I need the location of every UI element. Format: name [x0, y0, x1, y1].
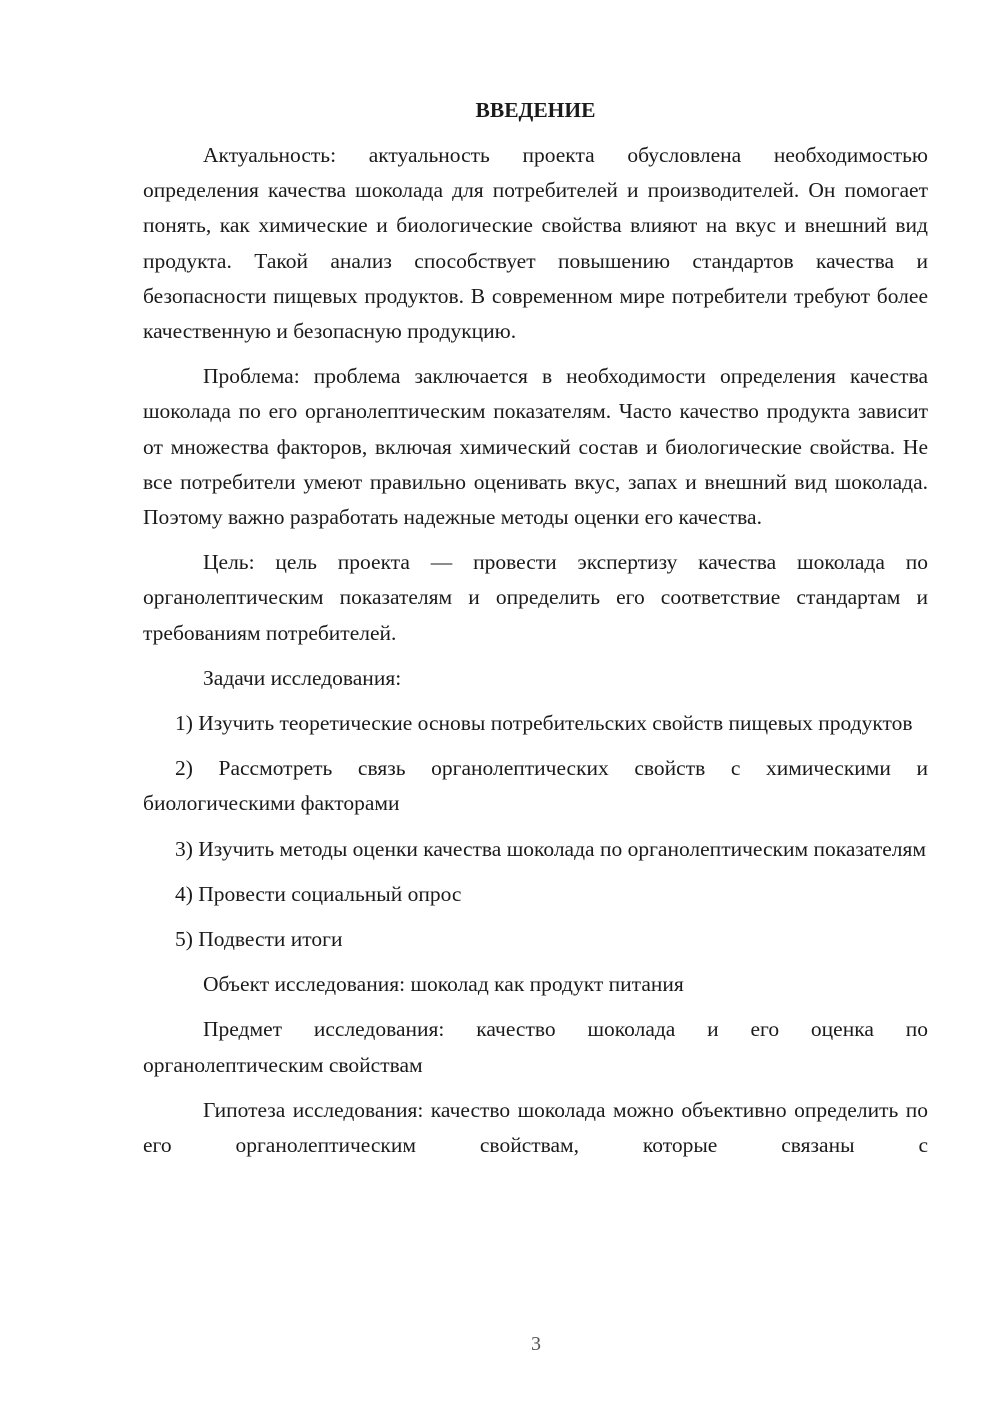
- research-subject: Предмет исследования: качество шоколада и его оценка по органолептическим свойствам: [143, 1017, 928, 1077]
- paragraph-goal: Цель: цель проекта — провести экспертизу качества шоколада по органолептическим показателям и определить его соответствие стандартам и требованиям потребителей.: [143, 550, 928, 645]
- task-item-1: 1) Изучить теоретические основы потребительских свойств пищевых продуктов: [175, 711, 913, 736]
- document-page: [143, 94, 928, 1173]
- paragraph-problem: Проблема: проблема заключается в необходимости определения качества шоколада по его органолептическим показателям. Часто качество продукта зависит от множества факторов, включая химический состав и биологические свойства. Не все потребители умеют правильно оценивать вкус, запах и внешний вид шоколада. Поэтому важно разработать надежные методы оценки его качества.: [143, 364, 928, 530]
- page-number: 3: [531, 1333, 541, 1355]
- task-item-4: 4) Провести социальный опрос: [175, 881, 462, 906]
- task-item-2: 2) Рассмотреть связь органолептических свойств с химическими и биологическими факторами: [143, 756, 928, 816]
- task-item-3: 3) Изучить методы оценки качества шоколада по органолептическим показателям: [175, 836, 927, 861]
- research-object: Объект исследования: шоколад как продукт питания: [203, 972, 684, 997]
- tasks-heading: Задачи исследования:: [203, 665, 402, 690]
- task-item-5: 5) Подвести итоги: [175, 927, 343, 952]
- research-hypothesis: Гипотеза исследования: качество шоколада можно объективно определить по его органолептическим свойствам, которые связаны с: [143, 1097, 928, 1158]
- section-title: ВВЕДЕНИЕ: [475, 98, 596, 122]
- paragraph-relevance: Актуальность: актуальность проекта обусловлена необходимостью определения качества шоколада для потребителей и производителей. Он помогает понять, как химические и биологические свойства влияют на вкус и внешний вид продукта. Такой анализ способствует повышению стандартов качества и безопасности пищевых продуктов. В современном мире потребители требуют более качественную и безопасную продукцию.: [143, 143, 928, 344]
